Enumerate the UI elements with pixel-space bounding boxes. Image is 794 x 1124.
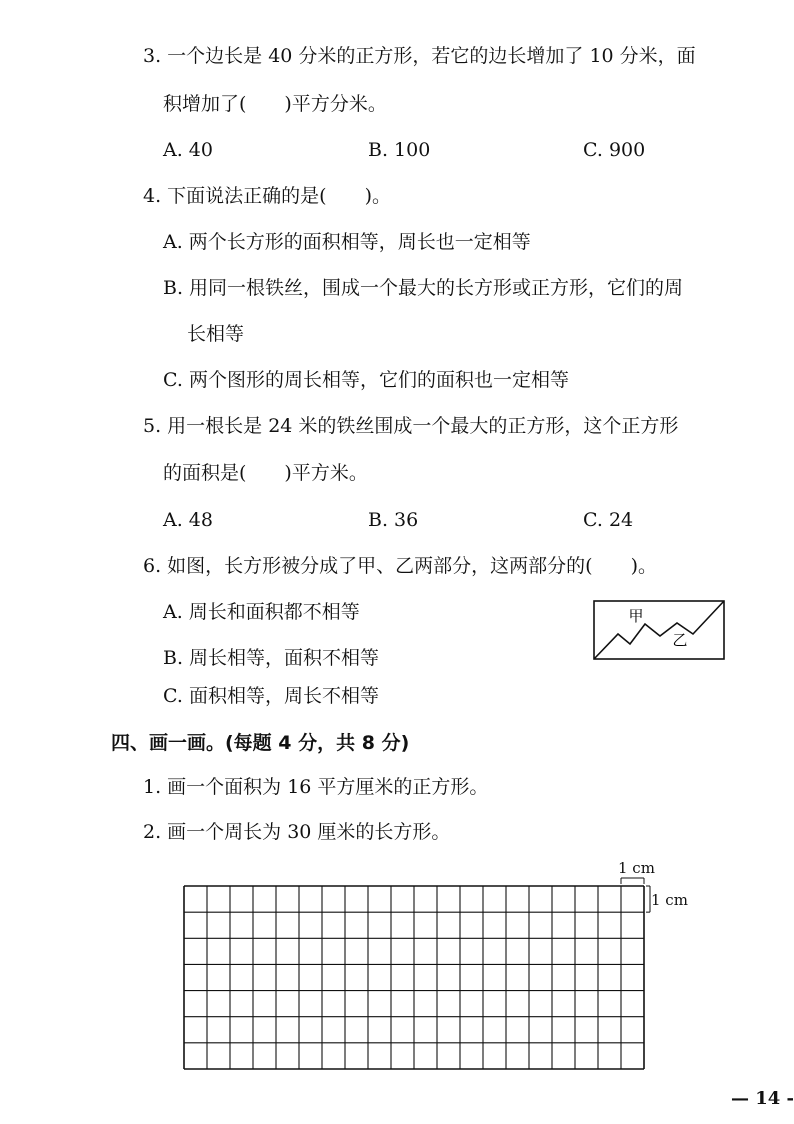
q6-label-jia: 甲: [628, 607, 644, 625]
q4-option-c: C. 两个图形的周长相等，它们的面积也一定相等: [163, 369, 569, 391]
q3-option-b: B. 100: [368, 139, 431, 161]
q6-figure-rectangle: [594, 601, 724, 659]
q5-stem-line2: 的面积是( )平方米。: [163, 462, 368, 484]
q3-stem-line1: 3. 一个边长是 40 分米的正方形，若它的边长增加了 10 分米，面: [143, 45, 696, 67]
q6-label-yi: 乙: [672, 631, 688, 649]
q5-stem-line1: 5. 用一根长是 24 米的铁丝围成一个最大的正方形，这个正方形: [143, 415, 679, 437]
q6-option-c: C. 面积相等，周长不相等: [163, 685, 379, 707]
section4-item1: 1. 画一个面积为 16 平方厘米的正方形。: [143, 776, 489, 798]
q6-option-b: B. 周长相等，面积不相等: [163, 647, 380, 669]
q3-option-c: C. 900: [583, 139, 646, 161]
unit-width-label: 1 cm: [618, 859, 655, 877]
section4-item2: 2. 画一个周长为 30 厘米的长方形。: [143, 821, 451, 843]
q6-option-a: A. 周长和面积都不相等: [163, 601, 360, 623]
q6-stem: 6. 如图，长方形被分成了甲、乙两部分，这两部分的( )。: [143, 555, 657, 577]
q3-stem-line2: 积增加了( )平方分米。: [163, 93, 387, 115]
q3-option-a: A. 40: [163, 139, 213, 161]
q4-option-b-line2: 长相等: [187, 323, 245, 345]
q4-option-a: A. 两个长方形的面积相等，周长也一定相等: [163, 231, 531, 253]
q4-option-b-line1: B. 用同一根铁丝，围成一个最大的长方形或正方形，它们的周: [163, 277, 684, 299]
page-number: — 14 -: [730, 1088, 794, 1109]
q6-figure-zigzag: [594, 601, 724, 659]
q5-option-b: B. 36: [368, 509, 419, 531]
q5-option-a: A. 48: [163, 509, 213, 531]
section4-heading: 四、画一画。(每题 4 分，共 8 分): [111, 732, 410, 754]
unit-height-label: 1 cm: [651, 891, 688, 909]
q5-option-c: C. 24: [583, 509, 634, 531]
q4-stem: 4. 下面说法正确的是( )。: [143, 185, 391, 207]
